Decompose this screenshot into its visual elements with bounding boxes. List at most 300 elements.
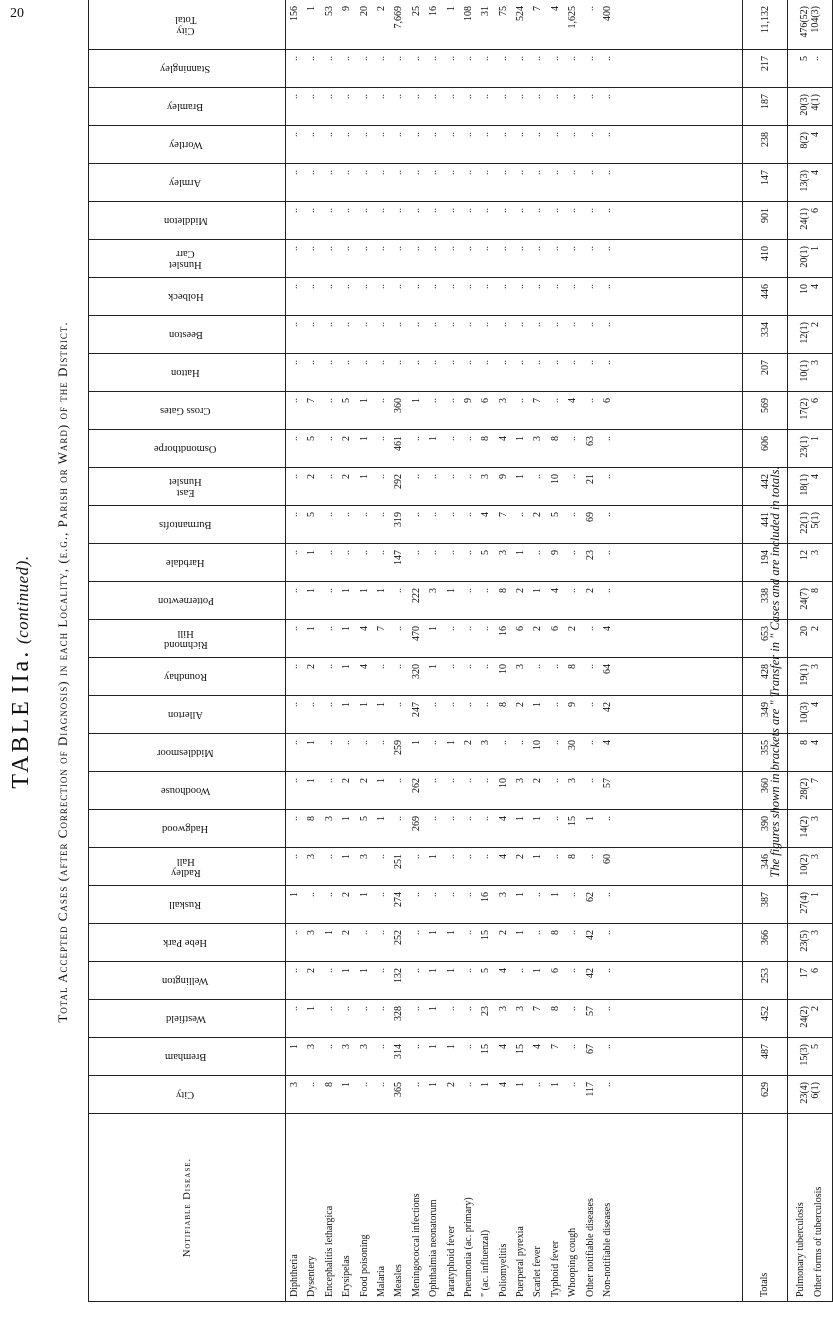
cell-value: .. bbox=[341, 94, 353, 99]
cell-value: .. bbox=[358, 56, 370, 61]
header-disease: Notifiable Disease. bbox=[89, 1114, 286, 1302]
pulmonary-tb-label: Pulmonary tuberculosis bbox=[795, 1202, 806, 1297]
cell-value: .. bbox=[567, 550, 579, 555]
cell-value: .. bbox=[306, 702, 318, 707]
locality-name: Westfield bbox=[165, 1013, 206, 1025]
cell-value: .. bbox=[323, 512, 335, 517]
tb-values bbox=[788, 620, 833, 658]
other-tb-value: 4 bbox=[810, 474, 821, 479]
header-row bbox=[89, 0, 286, 1302]
cell-value: .. bbox=[584, 94, 596, 99]
cell-value: .. bbox=[567, 322, 579, 327]
cell-value: 8 bbox=[567, 854, 579, 859]
cell-value: .. bbox=[410, 550, 422, 555]
locality-header bbox=[89, 1038, 286, 1076]
cell-value: 2 bbox=[515, 854, 527, 859]
cell-value: 2 bbox=[306, 474, 318, 479]
cell-value: 5 bbox=[549, 512, 561, 517]
cell-value: .. bbox=[393, 664, 405, 669]
cell-value: 292 bbox=[393, 474, 405, 489]
cell-value: 2 bbox=[462, 740, 474, 745]
tb-values bbox=[788, 240, 833, 278]
locality-name: City bbox=[176, 1089, 195, 1101]
cell-value: .. bbox=[567, 892, 579, 897]
other-tb-value: 5 bbox=[810, 1044, 821, 1049]
cell-value: 1 bbox=[428, 664, 440, 669]
total-value: 629 bbox=[743, 1076, 788, 1114]
cell-value: 1 bbox=[515, 436, 527, 441]
cell-value: .. bbox=[462, 322, 474, 327]
cell-value: .. bbox=[497, 740, 509, 745]
cell-value: 7 bbox=[532, 6, 544, 11]
cell-value: .. bbox=[375, 208, 387, 213]
other-tb-value: 1 bbox=[810, 892, 821, 897]
tb-values bbox=[788, 430, 833, 468]
cell-value: .. bbox=[567, 1082, 579, 1087]
cell-value: .. bbox=[567, 208, 579, 213]
total-value: 194 bbox=[743, 544, 788, 582]
cell-value: .. bbox=[323, 892, 335, 897]
cell-value: .. bbox=[289, 854, 300, 859]
locality-name: Armley bbox=[169, 177, 202, 189]
cell-value: .. bbox=[532, 930, 544, 935]
cell-value: .. bbox=[445, 56, 457, 61]
cell-value: .. bbox=[393, 208, 405, 213]
tb-values bbox=[788, 468, 833, 506]
cell-value: .. bbox=[549, 246, 561, 251]
cell-value: .. bbox=[567, 94, 579, 99]
other-tb-label: Other forms of tuberculosis bbox=[813, 1186, 824, 1297]
tb-values bbox=[788, 354, 833, 392]
cell-value: .. bbox=[358, 360, 370, 365]
cell-value: .. bbox=[567, 930, 579, 935]
cell-value: 4 bbox=[549, 6, 561, 11]
cell-value: .. bbox=[375, 360, 387, 365]
cell-value: 1 bbox=[306, 550, 318, 555]
locality-values bbox=[286, 88, 743, 126]
cell-value: 8 bbox=[497, 702, 509, 707]
cell-value: .. bbox=[497, 246, 509, 251]
locality-header bbox=[89, 278, 286, 316]
cell-value: .. bbox=[532, 170, 544, 175]
pulmonary-value: 15(3) bbox=[799, 1044, 810, 1066]
cell-value: .. bbox=[567, 436, 579, 441]
locality-header bbox=[89, 734, 286, 772]
cell-value: .. bbox=[410, 968, 422, 973]
tb-values bbox=[788, 696, 833, 734]
cell-value: .. bbox=[567, 968, 579, 973]
cell-value: 1 bbox=[375, 816, 387, 821]
cell-value: .. bbox=[515, 170, 527, 175]
disease-name: Other notifiable diseases bbox=[584, 1198, 596, 1297]
disease-name: Poliomyelitis bbox=[497, 1243, 509, 1297]
cell-value: .. bbox=[515, 360, 527, 365]
cell-value: .. bbox=[393, 246, 405, 251]
locality-header bbox=[89, 1076, 286, 1114]
cell-value: .. bbox=[358, 930, 370, 935]
cell-value: .. bbox=[323, 968, 335, 973]
locality-name: Potternewton bbox=[157, 595, 214, 607]
cell-value: 30 bbox=[567, 740, 579, 750]
cell-value: .. bbox=[480, 626, 492, 631]
locality-header bbox=[89, 924, 286, 962]
cell-value: .. bbox=[602, 208, 614, 213]
cell-value: .. bbox=[515, 208, 527, 213]
total-value: 569 bbox=[743, 392, 788, 430]
cell-value: .. bbox=[375, 56, 387, 61]
other-tb-value: 6 bbox=[810, 398, 821, 403]
cell-value: .. bbox=[532, 322, 544, 327]
cell-value: 1,625 bbox=[567, 6, 579, 29]
locality-header bbox=[89, 696, 286, 734]
pulmonary-value: 17(2) bbox=[799, 398, 810, 420]
pulmonary-value: 10(2) bbox=[799, 854, 810, 876]
cell-value: .. bbox=[497, 170, 509, 175]
cell-value: .. bbox=[480, 588, 492, 593]
cell-value: .. bbox=[480, 208, 492, 213]
locality-name: Holbeck bbox=[167, 291, 204, 303]
cell-value: 8 bbox=[549, 436, 561, 441]
cell-value: 62 bbox=[584, 892, 596, 902]
cell-value: 3 bbox=[480, 740, 492, 745]
cell-value: .. bbox=[410, 360, 422, 365]
cell-value: 1 bbox=[549, 892, 561, 897]
cell-value: 4 bbox=[480, 512, 492, 517]
cell-value: 8 bbox=[480, 436, 492, 441]
cell-value: .. bbox=[480, 360, 492, 365]
cell-value: .. bbox=[289, 208, 300, 213]
cell-value: 5 bbox=[306, 512, 318, 517]
locality-header bbox=[89, 126, 286, 164]
cell-value: 63 bbox=[584, 436, 596, 446]
cell-value: .. bbox=[289, 740, 300, 745]
cell-value: .. bbox=[375, 968, 387, 973]
other-tb-value: 3 bbox=[810, 854, 821, 859]
cell-value: 2 bbox=[358, 778, 370, 783]
locality-name: Allerton bbox=[168, 709, 203, 721]
cell-value: 20 bbox=[358, 6, 370, 16]
cell-value: .. bbox=[375, 246, 387, 251]
cell-value: 1 bbox=[306, 588, 318, 593]
cell-value: .. bbox=[462, 664, 474, 669]
disease-name: Pneumonia (ac. primary) bbox=[462, 1197, 474, 1297]
cell-value: 21 bbox=[584, 474, 596, 484]
tb-values bbox=[788, 50, 833, 88]
cell-value: .. bbox=[410, 474, 422, 479]
locality-values bbox=[286, 278, 743, 316]
cell-value: 1 bbox=[358, 588, 370, 593]
cell-value: .. bbox=[549, 170, 561, 175]
pulmonary-value: 24(1) bbox=[799, 208, 810, 230]
cell-value: 1 bbox=[341, 588, 353, 593]
total-value: 901 bbox=[743, 202, 788, 240]
cell-value: .. bbox=[445, 550, 457, 555]
locality-name: Hatton bbox=[171, 367, 200, 379]
cell-value: .. bbox=[375, 284, 387, 289]
cell-value: .. bbox=[462, 588, 474, 593]
cell-value: .. bbox=[602, 94, 614, 99]
cell-value: .. bbox=[480, 284, 492, 289]
cell-value: .. bbox=[445, 208, 457, 213]
cell-value: 3 bbox=[323, 816, 335, 821]
pulmonary-value: 23(1) bbox=[799, 436, 810, 458]
locality-values bbox=[286, 126, 743, 164]
tb-values bbox=[788, 772, 833, 810]
cell-value: 108 bbox=[462, 6, 474, 21]
cell-value: 4 bbox=[602, 740, 614, 745]
cell-value: 4 bbox=[358, 664, 370, 669]
locality-values bbox=[286, 924, 743, 962]
cell-value: .. bbox=[428, 702, 440, 707]
total-value: 410 bbox=[743, 240, 788, 278]
cell-value: 1 bbox=[480, 1082, 492, 1087]
other-tb-value: 4(1) bbox=[810, 94, 821, 111]
cell-value: 1 bbox=[445, 968, 457, 973]
cell-value: 3 bbox=[497, 1006, 509, 1011]
cell-value: 6 bbox=[515, 626, 527, 631]
cell-value: .. bbox=[515, 968, 527, 973]
cell-value: .. bbox=[549, 702, 561, 707]
cell-value: .. bbox=[358, 94, 370, 99]
locality-header bbox=[89, 240, 286, 278]
cell-value: .. bbox=[567, 360, 579, 365]
cell-value: .. bbox=[602, 170, 614, 175]
cell-value: 400 bbox=[602, 6, 614, 21]
locality-values bbox=[286, 506, 743, 544]
cell-value: 7 bbox=[549, 1044, 561, 1049]
locality-name: Woodhouse bbox=[160, 785, 211, 797]
cell-value: 3 bbox=[497, 892, 509, 897]
cell-value: 8 bbox=[306, 816, 318, 821]
cell-value: .. bbox=[445, 664, 457, 669]
locality-header bbox=[89, 202, 286, 240]
cell-value: 4 bbox=[497, 436, 509, 441]
locality-header bbox=[89, 506, 286, 544]
cell-value: .. bbox=[462, 1006, 474, 1011]
cell-value: .. bbox=[306, 170, 318, 175]
cell-value: .. bbox=[393, 322, 405, 327]
cell-value: 470 bbox=[410, 626, 422, 641]
cell-value: .. bbox=[567, 132, 579, 137]
locality-header bbox=[89, 848, 286, 886]
locality-name: Hadgwood bbox=[162, 823, 209, 835]
cell-value: .. bbox=[549, 854, 561, 859]
cell-value: 2 bbox=[341, 778, 353, 783]
other-tb-value: 4 bbox=[810, 740, 821, 745]
cell-value: .. bbox=[410, 1006, 422, 1011]
locality-values bbox=[286, 50, 743, 88]
cell-value: .. bbox=[289, 56, 300, 61]
pulmonary-value: 20 bbox=[799, 626, 810, 636]
cases-table bbox=[88, 0, 833, 1302]
cell-value: 274 bbox=[393, 892, 405, 907]
cell-value: .. bbox=[289, 474, 300, 479]
tb-values bbox=[788, 734, 833, 772]
cell-value: .. bbox=[289, 322, 300, 327]
cell-value: .. bbox=[289, 132, 300, 137]
cell-value: 1 bbox=[428, 930, 440, 935]
cell-value: 2 bbox=[515, 702, 527, 707]
other-tb-value: 4 bbox=[810, 170, 821, 175]
cell-value: 5 bbox=[480, 968, 492, 973]
cell-value: 1 bbox=[428, 1044, 440, 1049]
cell-value: .. bbox=[358, 246, 370, 251]
cell-value: 3 bbox=[515, 778, 527, 783]
other-tb-value: 3 bbox=[810, 930, 821, 935]
cell-value: 1 bbox=[445, 930, 457, 935]
cell-value: 4 bbox=[602, 626, 614, 631]
cell-value: .. bbox=[462, 132, 474, 137]
cell-value: 53 bbox=[323, 6, 335, 16]
cell-value: .. bbox=[602, 1044, 614, 1049]
tb-values bbox=[788, 126, 833, 164]
other-tb-value: 5(1) bbox=[810, 512, 821, 529]
cell-value: .. bbox=[462, 626, 474, 631]
cell-value: .. bbox=[428, 398, 440, 403]
cell-value: .. bbox=[428, 208, 440, 213]
total-value: 360 bbox=[743, 772, 788, 810]
pulmonary-value: 20(1) bbox=[799, 246, 810, 268]
other-tb-value: 8 bbox=[810, 588, 821, 593]
tb-values bbox=[788, 202, 833, 240]
cell-value: 1 bbox=[445, 588, 457, 593]
cell-value: 1 bbox=[428, 1006, 440, 1011]
cell-value: .. bbox=[289, 588, 300, 593]
other-tb-value: 4 bbox=[810, 284, 821, 289]
cell-value: .. bbox=[480, 778, 492, 783]
cell-value: .. bbox=[289, 968, 300, 973]
cell-value: 1 bbox=[428, 968, 440, 973]
cell-value: .. bbox=[445, 322, 457, 327]
pulmonary-value: 10(3) bbox=[799, 702, 810, 724]
locality-values bbox=[286, 354, 743, 392]
pulmonary-value: 24(2) bbox=[799, 1006, 810, 1028]
locality-values bbox=[286, 1076, 743, 1114]
cell-value: 6 bbox=[549, 626, 561, 631]
cell-value: 1 bbox=[306, 6, 318, 11]
cell-value: .. bbox=[480, 56, 492, 61]
locality-values bbox=[286, 582, 743, 620]
cell-value: 3 bbox=[358, 854, 370, 859]
cell-value: 1 bbox=[410, 398, 422, 403]
tb-values bbox=[788, 164, 833, 202]
cell-value: .. bbox=[462, 94, 474, 99]
cell-value: 1 bbox=[428, 626, 440, 631]
cell-value: .. bbox=[289, 360, 300, 365]
pulmonary-value: 8 bbox=[799, 740, 810, 745]
cell-value: 1 bbox=[358, 968, 370, 973]
cell-value: .. bbox=[445, 474, 457, 479]
cell-value: 10 bbox=[497, 778, 509, 788]
locality-header bbox=[89, 88, 286, 126]
cell-value: 7 bbox=[306, 398, 318, 403]
table-suffix: (continued). bbox=[13, 555, 32, 645]
disease-name: Erysipelas bbox=[341, 1255, 353, 1297]
cell-value: .. bbox=[602, 360, 614, 365]
cell-value: 524 bbox=[515, 6, 527, 21]
cell-value: .. bbox=[549, 208, 561, 213]
cell-value: .. bbox=[584, 360, 596, 365]
locality-values bbox=[286, 392, 743, 430]
cell-value: .. bbox=[428, 322, 440, 327]
cell-value: .. bbox=[428, 94, 440, 99]
cell-value: .. bbox=[602, 132, 614, 137]
cell-value: .. bbox=[306, 208, 318, 213]
cell-value: 15 bbox=[567, 816, 579, 826]
total-value: 355 bbox=[743, 734, 788, 772]
cell-value: .. bbox=[323, 132, 335, 137]
cell-value: .. bbox=[410, 94, 422, 99]
cell-value: .. bbox=[341, 740, 353, 745]
cell-value: .. bbox=[584, 6, 596, 11]
cell-value: 6 bbox=[480, 398, 492, 403]
cell-value: .. bbox=[306, 892, 318, 897]
total-value: 446 bbox=[743, 278, 788, 316]
tb-values bbox=[788, 886, 833, 924]
cell-value: .. bbox=[584, 778, 596, 783]
cell-value: .. bbox=[462, 474, 474, 479]
cell-value: .. bbox=[532, 550, 544, 555]
disease-name: Diphtheria bbox=[289, 1254, 300, 1297]
cell-value: .. bbox=[428, 512, 440, 517]
cell-value: 1 bbox=[323, 930, 335, 935]
cell-value: 1 bbox=[306, 1006, 318, 1011]
cell-value: .. bbox=[515, 322, 527, 327]
cell-value: 3 bbox=[306, 930, 318, 935]
cell-value: 4 bbox=[532, 1044, 544, 1049]
locality-name: East Hunslet bbox=[169, 475, 202, 498]
cell-value: .. bbox=[445, 94, 457, 99]
cell-value: .. bbox=[602, 550, 614, 555]
total-value: 442 bbox=[743, 468, 788, 506]
cell-value: 42 bbox=[584, 968, 596, 978]
locality-name: Burmantofts bbox=[159, 519, 212, 531]
cell-value: 6 bbox=[602, 398, 614, 403]
cell-value: 2 bbox=[532, 512, 544, 517]
cell-value: .. bbox=[462, 360, 474, 365]
cell-value: .. bbox=[358, 170, 370, 175]
other-tb-value: 4 bbox=[810, 132, 821, 137]
cell-value: .. bbox=[375, 322, 387, 327]
cell-value: .. bbox=[289, 626, 300, 631]
cell-value: .. bbox=[393, 778, 405, 783]
cell-value: .. bbox=[532, 284, 544, 289]
cell-value: 1 bbox=[289, 892, 300, 897]
cell-value: 1 bbox=[428, 1082, 440, 1087]
total-value: 338 bbox=[743, 582, 788, 620]
cell-value: .. bbox=[341, 170, 353, 175]
other-tb-value: 2 bbox=[810, 322, 821, 327]
pulmonary-tb-row bbox=[788, 0, 833, 1302]
cell-value: .. bbox=[515, 94, 527, 99]
cell-value: .. bbox=[462, 930, 474, 935]
table-caption bbox=[8, 62, 35, 1282]
cell-value: .. bbox=[341, 132, 353, 137]
cell-value: .. bbox=[532, 360, 544, 365]
cell-value: .. bbox=[480, 322, 492, 327]
locality-name: Stanningley bbox=[160, 63, 211, 75]
cell-value: .. bbox=[445, 512, 457, 517]
cell-value: .. bbox=[549, 664, 561, 669]
other-tb-value: 3 bbox=[810, 816, 821, 821]
cell-value: .. bbox=[358, 1006, 370, 1011]
disease-name: Non-notifiable diseases bbox=[602, 1202, 614, 1297]
cell-value: .. bbox=[584, 854, 596, 859]
cell-value: .. bbox=[497, 322, 509, 327]
cell-value: 42 bbox=[584, 930, 596, 940]
locality-values bbox=[286, 962, 743, 1000]
cell-value: .. bbox=[602, 588, 614, 593]
